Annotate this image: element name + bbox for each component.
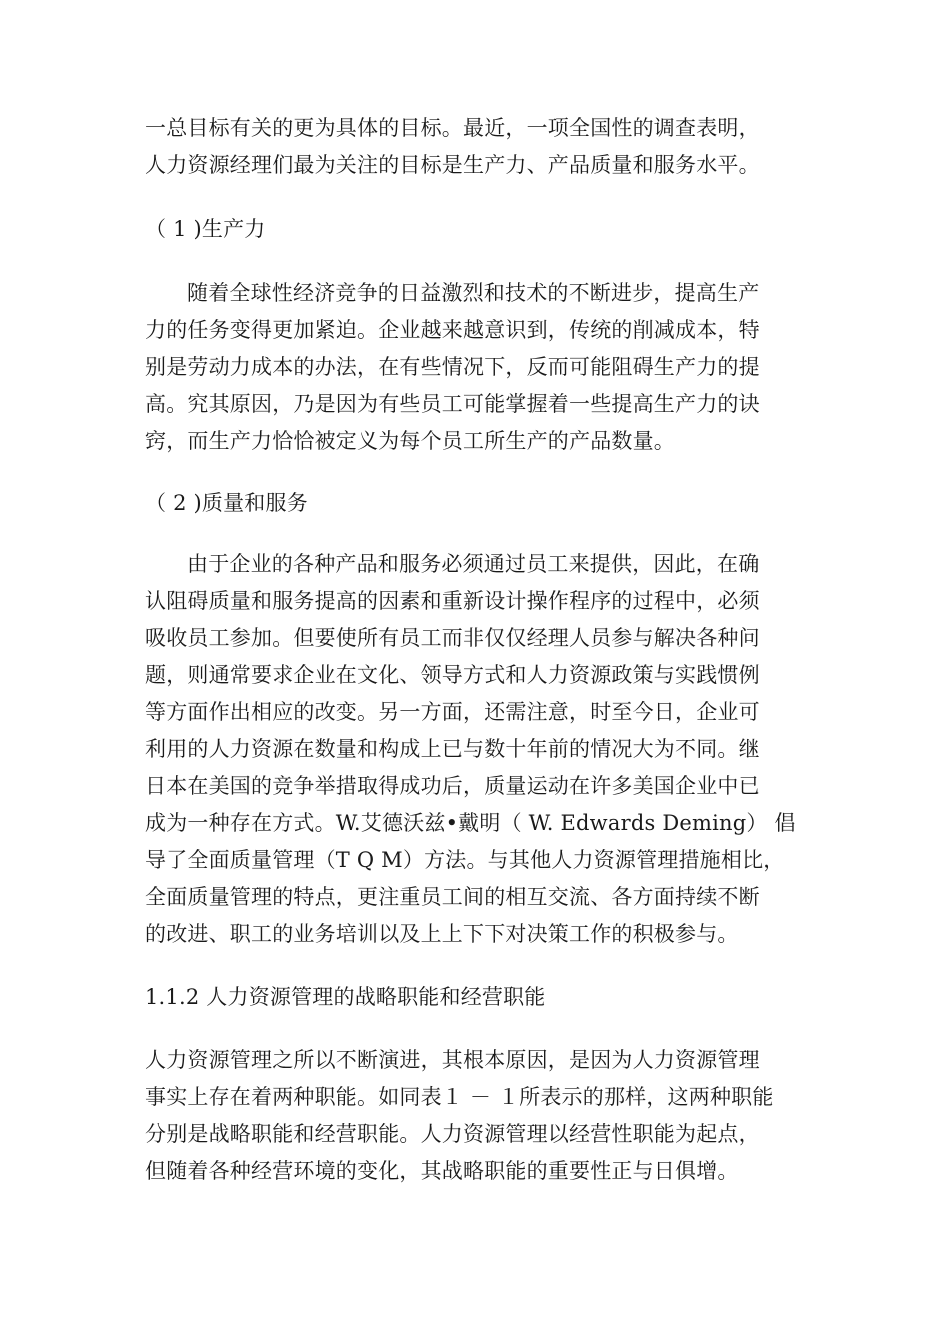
paragraph-line: 吸收员工参加。但要使所有员工而非仅仅经理人员参与解决各种问	[145, 626, 760, 650]
paragraph-line: 人力资源经理们最为关注的目标是生产力、产品质量和服务水平。	[145, 153, 760, 177]
paragraph-line: 事实上存在着两种职能。如同表１ － １所表示的那样，这两种职能	[145, 1085, 774, 1109]
paragraph-line: 力的任务变得更加紧迫。企业越来越意识到，传统的削减成本，特	[145, 318, 760, 342]
paragraph-line: 随着全球性经济竞争的日益激烈和技术的不断进步，提高生产	[187, 281, 760, 305]
paragraph-line: 别是劳动力成本的办法，在有些情况下，反而可能阻碍生产力的提	[145, 355, 760, 379]
paragraph-line: 的改进、职工的业务培训以及上上下下对决策工作的积极参与。	[145, 922, 739, 946]
paragraph-line: 利用的人力资源在数量和构成上已与数十年前的情况大为不同。继	[145, 737, 760, 761]
paragraph-line: 窍，而生产力恰恰被定义为每个员工所生产的产品数量。	[145, 429, 675, 453]
section-heading-quality-service: （ 2 )质量和服务	[145, 491, 308, 515]
paragraph-line: 但随着各种经营环境的变化，其战略职能的重要性正与日俱增。	[145, 1159, 739, 1183]
section-heading-productivity: （ 1 )生产力	[145, 217, 266, 241]
paragraph-line: 人力资源管理之所以不断演进，其根本原因，是因为人力资源管理	[145, 1048, 760, 1072]
paragraph-line: 一总目标有关的更为具体的目标。最近，一项全国性的调查表明，	[145, 116, 760, 140]
paragraph-line: 分别是战略职能和经营职能。人力资源管理以经营性职能为起点，	[145, 1122, 760, 1146]
paragraph-line: 等方面作出相应的改变。另一方面，还需注意，时至今日，企业可	[145, 700, 760, 724]
paragraph-line: 成为一种存在方式。W.艾德沃兹•戴明（ W. Edwards Deming） 倡	[145, 811, 796, 835]
paragraph-line: 认阻碍质量和服务提高的因素和重新设计操作程序的过程中，必须	[145, 589, 760, 613]
paragraph-line: 题，则通常要求企业在文化、领导方式和人力资源政策与实践惯例	[145, 663, 760, 687]
paragraph-line: 由于企业的各种产品和服务必须通过员工来提供，因此，在确	[187, 552, 760, 576]
paragraph-line: 导了全面质量管理（T Q M）方法。与其他人力资源管理措施相比，	[145, 848, 785, 872]
paragraph-line: 日本在美国的竞争举措取得成功后，质量运动在许多美国企业中已	[145, 774, 760, 798]
paragraph-line: 全面质量管理的特点，更注重员工间的相互交流、各方面持续不断	[145, 885, 760, 909]
paragraph-line: 高。究其原因，乃是因为有些员工可能掌握着一些提高生产力的诀	[145, 392, 760, 416]
section-heading-1-1-2: 1.1.2 人力资源管理的战略职能和经营职能	[145, 985, 546, 1009]
